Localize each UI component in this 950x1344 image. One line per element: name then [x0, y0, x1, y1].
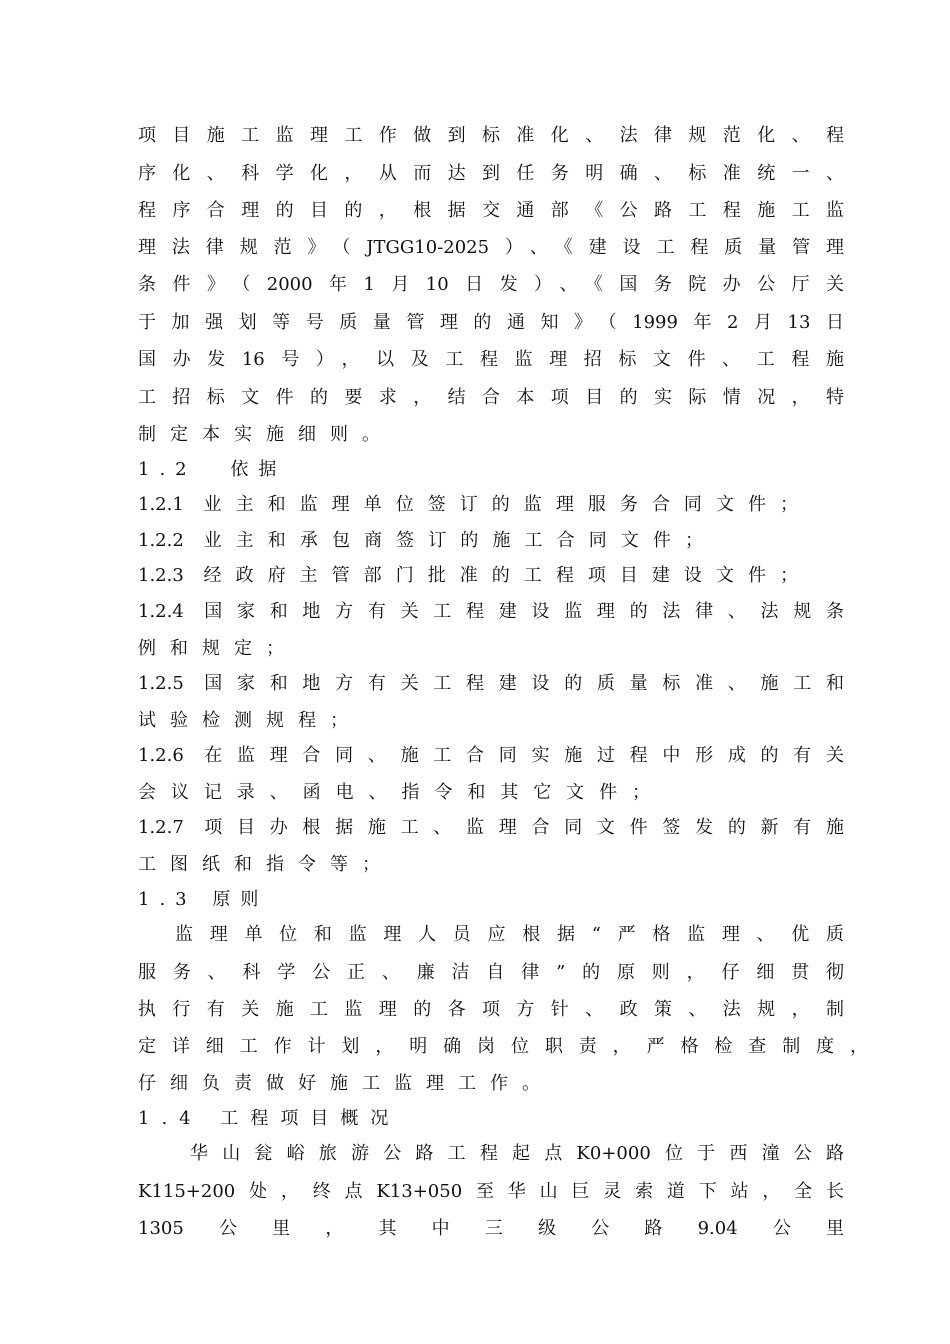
text-line: 制定本实施细则。 [138, 424, 394, 445]
list-item: 1.2.3 经政府主管部门批准的工程项目建设文件； [138, 565, 798, 586]
text-line: 工招标文件的要求，结合本项目的实际情况，特 [138, 387, 844, 408]
text-line: 条件》（2000年1月10日发）、《国务院办公厅关 [138, 274, 844, 295]
list-item: 1.2.4 国家和地方有关工程建设监理的法律、法规条 [138, 601, 844, 622]
text-line: 监理单位和监理人员应根据“严格监理、优质 [175, 924, 844, 945]
text-line: 程序合理的目的，根据交通部《公路工程施工监 [138, 200, 844, 221]
list-item: 1.2.2 业主和承包商签订的施工合同文件； [138, 530, 703, 551]
list-item: 1.2.7 项目办根据施工、监理合同文件签发的新有施 [138, 817, 844, 838]
text-line: 工图纸和指令等； [138, 854, 394, 875]
text-line: 于加强划等号质量管理的通知》（1999年2月13日 [138, 312, 844, 333]
text-line: 定详细工作计划，明确岗位职责，严格检查制度， [138, 1036, 868, 1057]
text-line: 会议记录、函电、指令和其它文件； [138, 782, 650, 803]
list-item: 1.2.1 业主和监理单位签订的监理服务合同文件； [138, 494, 798, 515]
text-line: K115+200处，终点K13+050至华山巨灵索道下站，全长 [138, 1181, 844, 1202]
list-item: 1.2.6 在监理合同、施工合同实施过程中形成的有关 [138, 745, 844, 766]
text-line: 华山瓮峪旅游公路工程起点K0+000位于西潼公路 [190, 1143, 844, 1164]
section-heading: 1.3 原则 [138, 889, 269, 910]
text-line: 仔细负责做好施工监理工作。 [138, 1073, 554, 1094]
text-line: 执行有关施工监理的各项方针、政策、法规，制 [138, 999, 844, 1020]
text-line: 试验检测规程； [138, 710, 362, 731]
text-line: 服务、科学公正、廉洁自律”的原则，仔细贯彻 [138, 962, 844, 983]
text-line: 项目施工监理工作做到标准化、法律规范化、程 [138, 125, 844, 146]
text-line: 1305公里，其中三级公路9.04公里 [138, 1218, 844, 1239]
text-line: 理法律规范》（JTGG10-2025）、《建设工程质量管理 [138, 237, 844, 258]
text-line: 序化、科学化，从而达到任务明确、标准统一、 [138, 163, 844, 184]
text-line: 国办发16号），以及工程监理招标文件、工程施 [138, 349, 844, 370]
section-heading: 1.2 依据 [138, 459, 287, 480]
section-heading: 1.4 工程项目概况 [138, 1108, 401, 1129]
text-line: 例和规定； [138, 638, 298, 659]
list-item: 1.2.5 国家和地方有关工程建设的质量标准、施工和 [138, 673, 844, 694]
